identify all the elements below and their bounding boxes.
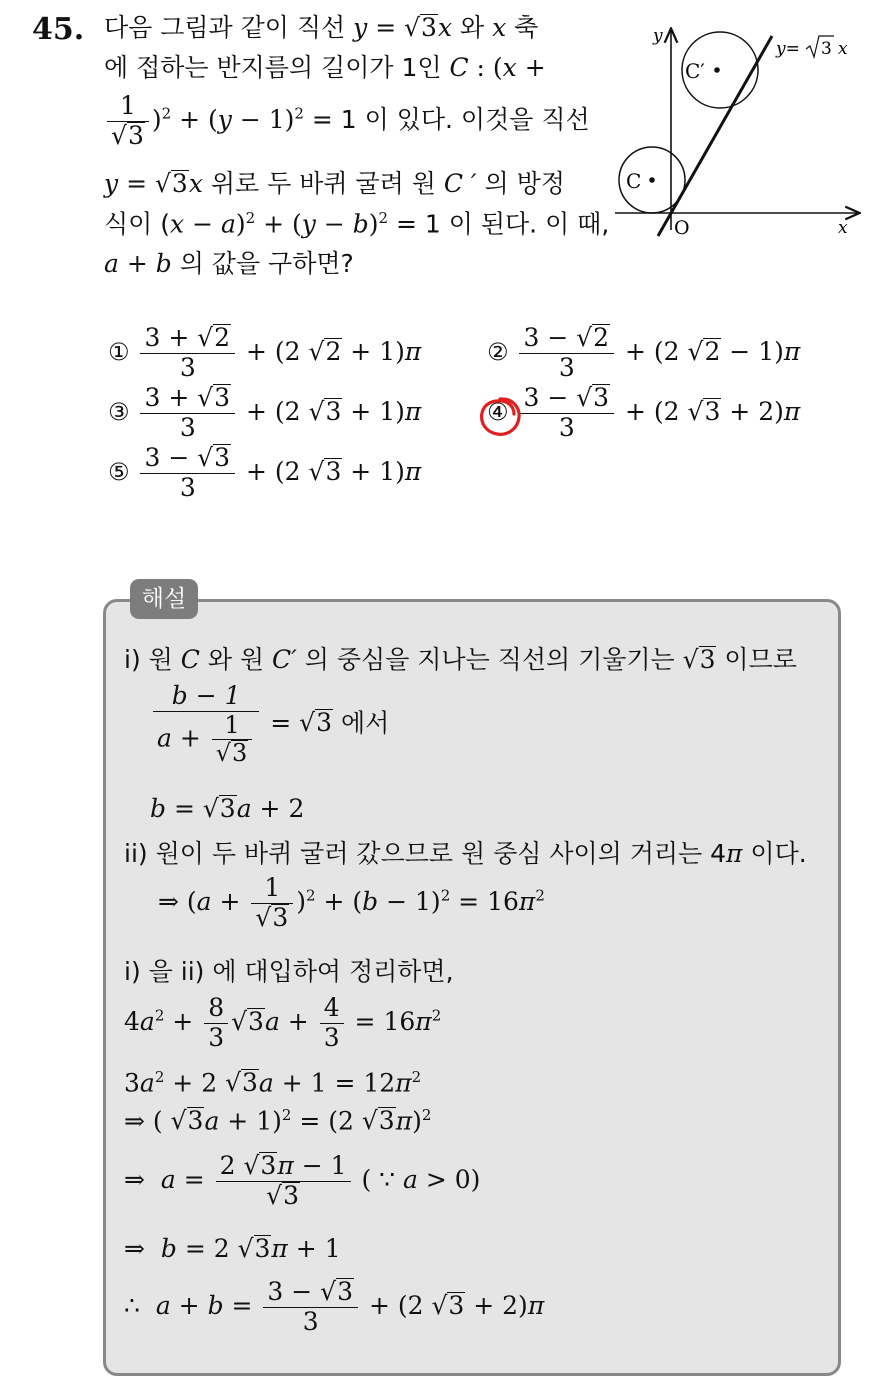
choice-2[interactable]: ② $\frac{3 - √2}{3}$ + (2 √2 − 1)π xyxy=(487,323,801,382)
choice-1[interactable]: ① $\frac{3 + √2}{3}$ + (2 √2 + 1)π xyxy=(108,323,422,382)
solution-line-2: b − 1 a + $\frac{1}{√3}$ = √3 에서 xyxy=(150,682,389,768)
solution-line-4: ii) 원이 두 바퀴 굴러 갔으므로 원 중심 사이의 거리는 4π 이다. xyxy=(124,839,807,868)
choice-number: ② xyxy=(487,337,509,366)
choice-5[interactable]: ⑤ $\frac{3 - √3}{3}$ + (2 √3 + 1)π xyxy=(108,443,422,502)
solution-tag: 해설 xyxy=(130,579,198,619)
choice-number: ① xyxy=(108,337,130,366)
solution-line-5: ⇒ (a + $\frac{1}{√3}$ )$^2 + (b - 1)^2 = 16\pi^2$ xyxy=(158,873,545,932)
question-line-5: 식이 $(x - a)^2 + (y - b)^2 = 1$ 이 된다. 이 때, xyxy=(104,209,610,239)
solution-line-9: ⇒ ( √3a + 1)$^2$ = (2 √3π)$^2$ xyxy=(124,1106,432,1136)
solution-line-10: ⇒ a = $\frac{2 √3\pi - 1}{√3}$ ( ∵ a > 0) xyxy=(124,1151,481,1210)
question-line-2: 에 접하는 반지름의 길이가 1인 C : (x + xyxy=(104,53,546,82)
choice-4[interactable]: ④ $\frac{3 - √3}{3}$ + (2 √3 + 2)π xyxy=(487,383,801,442)
svg-text:y=: y= xyxy=(776,39,800,59)
x-axis-label: x xyxy=(838,218,848,238)
circle-figure xyxy=(610,20,870,250)
question-line-4: y = √3x 위로 두 바퀴 굴려 원 C ′ 의 방정 xyxy=(104,169,565,198)
circle-c-label: C xyxy=(626,169,642,193)
solution-line-11: ⇒ b = 2 √3π + 1 xyxy=(124,1234,341,1263)
choice-number: ⑤ xyxy=(108,457,130,486)
question-line-3: $\frac{1}{√3}$ )$^2 + (y - 1)^2 = 1$ 이 있다. 이것을 직선 xyxy=(104,92,590,151)
solution-line-6: i) 을 ii) 에 대입하여 정리하면, xyxy=(124,957,454,986)
origin-label: O xyxy=(674,217,690,239)
choice-3[interactable]: ③ $\frac{3 + √3}{3}$ + (2 √3 + 1)π xyxy=(108,383,422,442)
solution-line-3: b = √3a + 2 xyxy=(150,794,305,823)
answer-mark-icon xyxy=(476,394,524,440)
solution-line-7: $4a^2$ + $\frac{8}{3}$ √3a + $\frac{4}{3}$ = $16\pi^2$ xyxy=(124,993,442,1052)
line-equation-label xyxy=(775,36,848,59)
question-line-1: 다음 그림과 같이 직선 y = √3x 와 x 축 xyxy=(104,13,539,42)
choice-number: ③ xyxy=(108,397,130,426)
question-line-6: a + b 의 값을 구하면? xyxy=(104,249,354,278)
y-axis-label: y xyxy=(653,26,663,46)
svg-text:x: x xyxy=(838,39,848,59)
choice-number: ④ xyxy=(487,397,509,426)
question-number: 45. xyxy=(32,12,85,47)
tangent-line xyxy=(658,36,772,236)
solution-line-1: i) 원 C 와 원 C′ 의 중심을 지나는 직선의 기울기는 √3 이므로 xyxy=(124,645,797,674)
solution-line-8: $3a^2 + 2$ $√3a + 1 = 12\pi^2$ xyxy=(124,1068,422,1098)
sqrt-symbol: √3 xyxy=(404,13,437,42)
svg-text:3: 3 xyxy=(821,39,832,59)
solution-line-12: ∴ a + b = $\frac{3 - √3}{3}$ + (2 √3 + 2)π xyxy=(124,1277,545,1336)
circle-c-prime-label: C′ xyxy=(685,59,705,83)
